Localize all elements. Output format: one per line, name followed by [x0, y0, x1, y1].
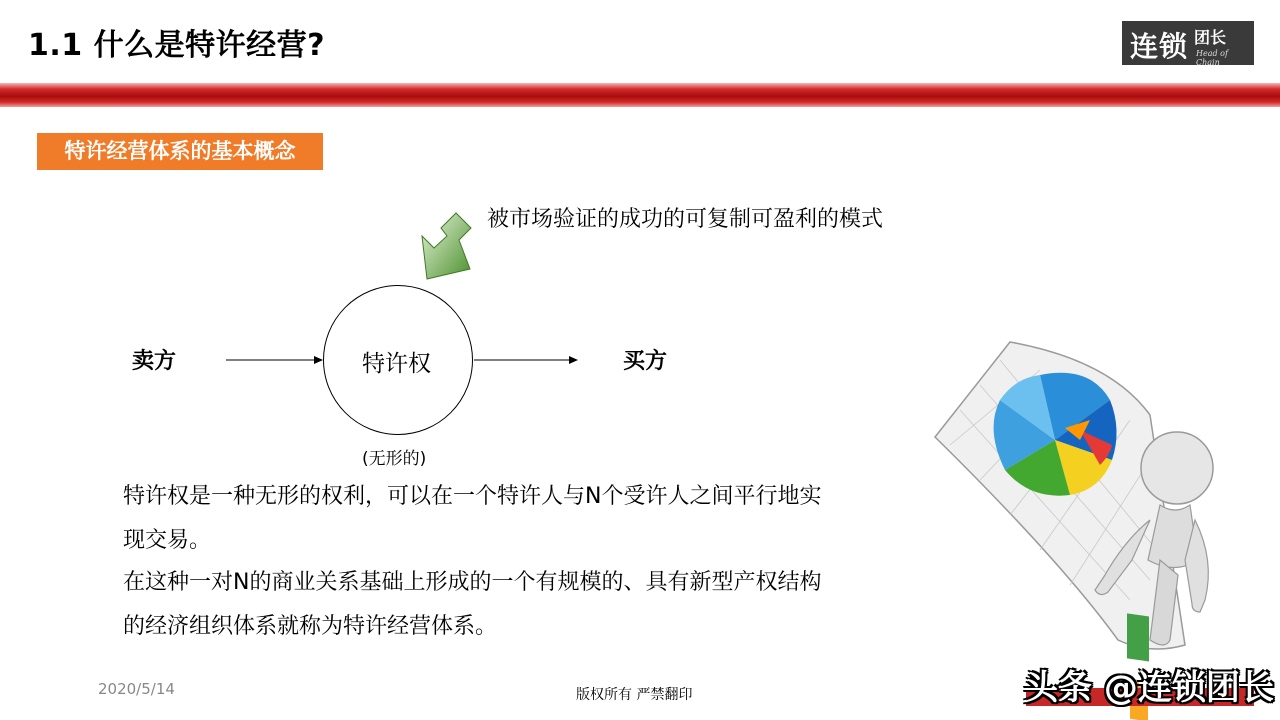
- copyright-notice: 版权所有 严禁翻印: [576, 687, 693, 703]
- tagline-text: 被市场验证的成功的可复制可盈利的模式: [487, 207, 884, 232]
- logo-english-text: Head of Chain: [1196, 49, 1228, 67]
- body-line-1: 特许权是一种无形的权利，可以在一个特许人与N个受许人之间平行地实: [123, 484, 822, 509]
- section-tag: 特许经营体系的基本概念: [37, 133, 323, 170]
- seller-label: 卖方: [132, 349, 177, 374]
- page-title: 1.1 什么是特许经营?: [28, 28, 325, 63]
- logo-sub-text: 团长: [1194, 28, 1227, 47]
- buyer-label: 买方: [623, 349, 668, 374]
- slide-date: 2020/5/14: [98, 680, 175, 698]
- logo-main-text: 连锁: [1130, 30, 1189, 63]
- watermark-text: 头条 @连锁团长: [1024, 668, 1274, 708]
- franchise-rights-label: 特许权: [362, 351, 431, 377]
- body-line-2: 现交易。: [123, 528, 212, 553]
- pointer-arrow-icon: [422, 213, 471, 279]
- intangible-note: (无形的): [362, 449, 427, 469]
- body-line-4: 的经济组织体系就称为特许经营体系。: [123, 614, 498, 639]
- seller-arrow-head: [314, 356, 323, 364]
- buyer-arrow-head: [569, 356, 578, 364]
- body-line-3: 在这种一对N的商业关系基础上形成的一个有规模的、具有新型产权结构: [123, 570, 822, 595]
